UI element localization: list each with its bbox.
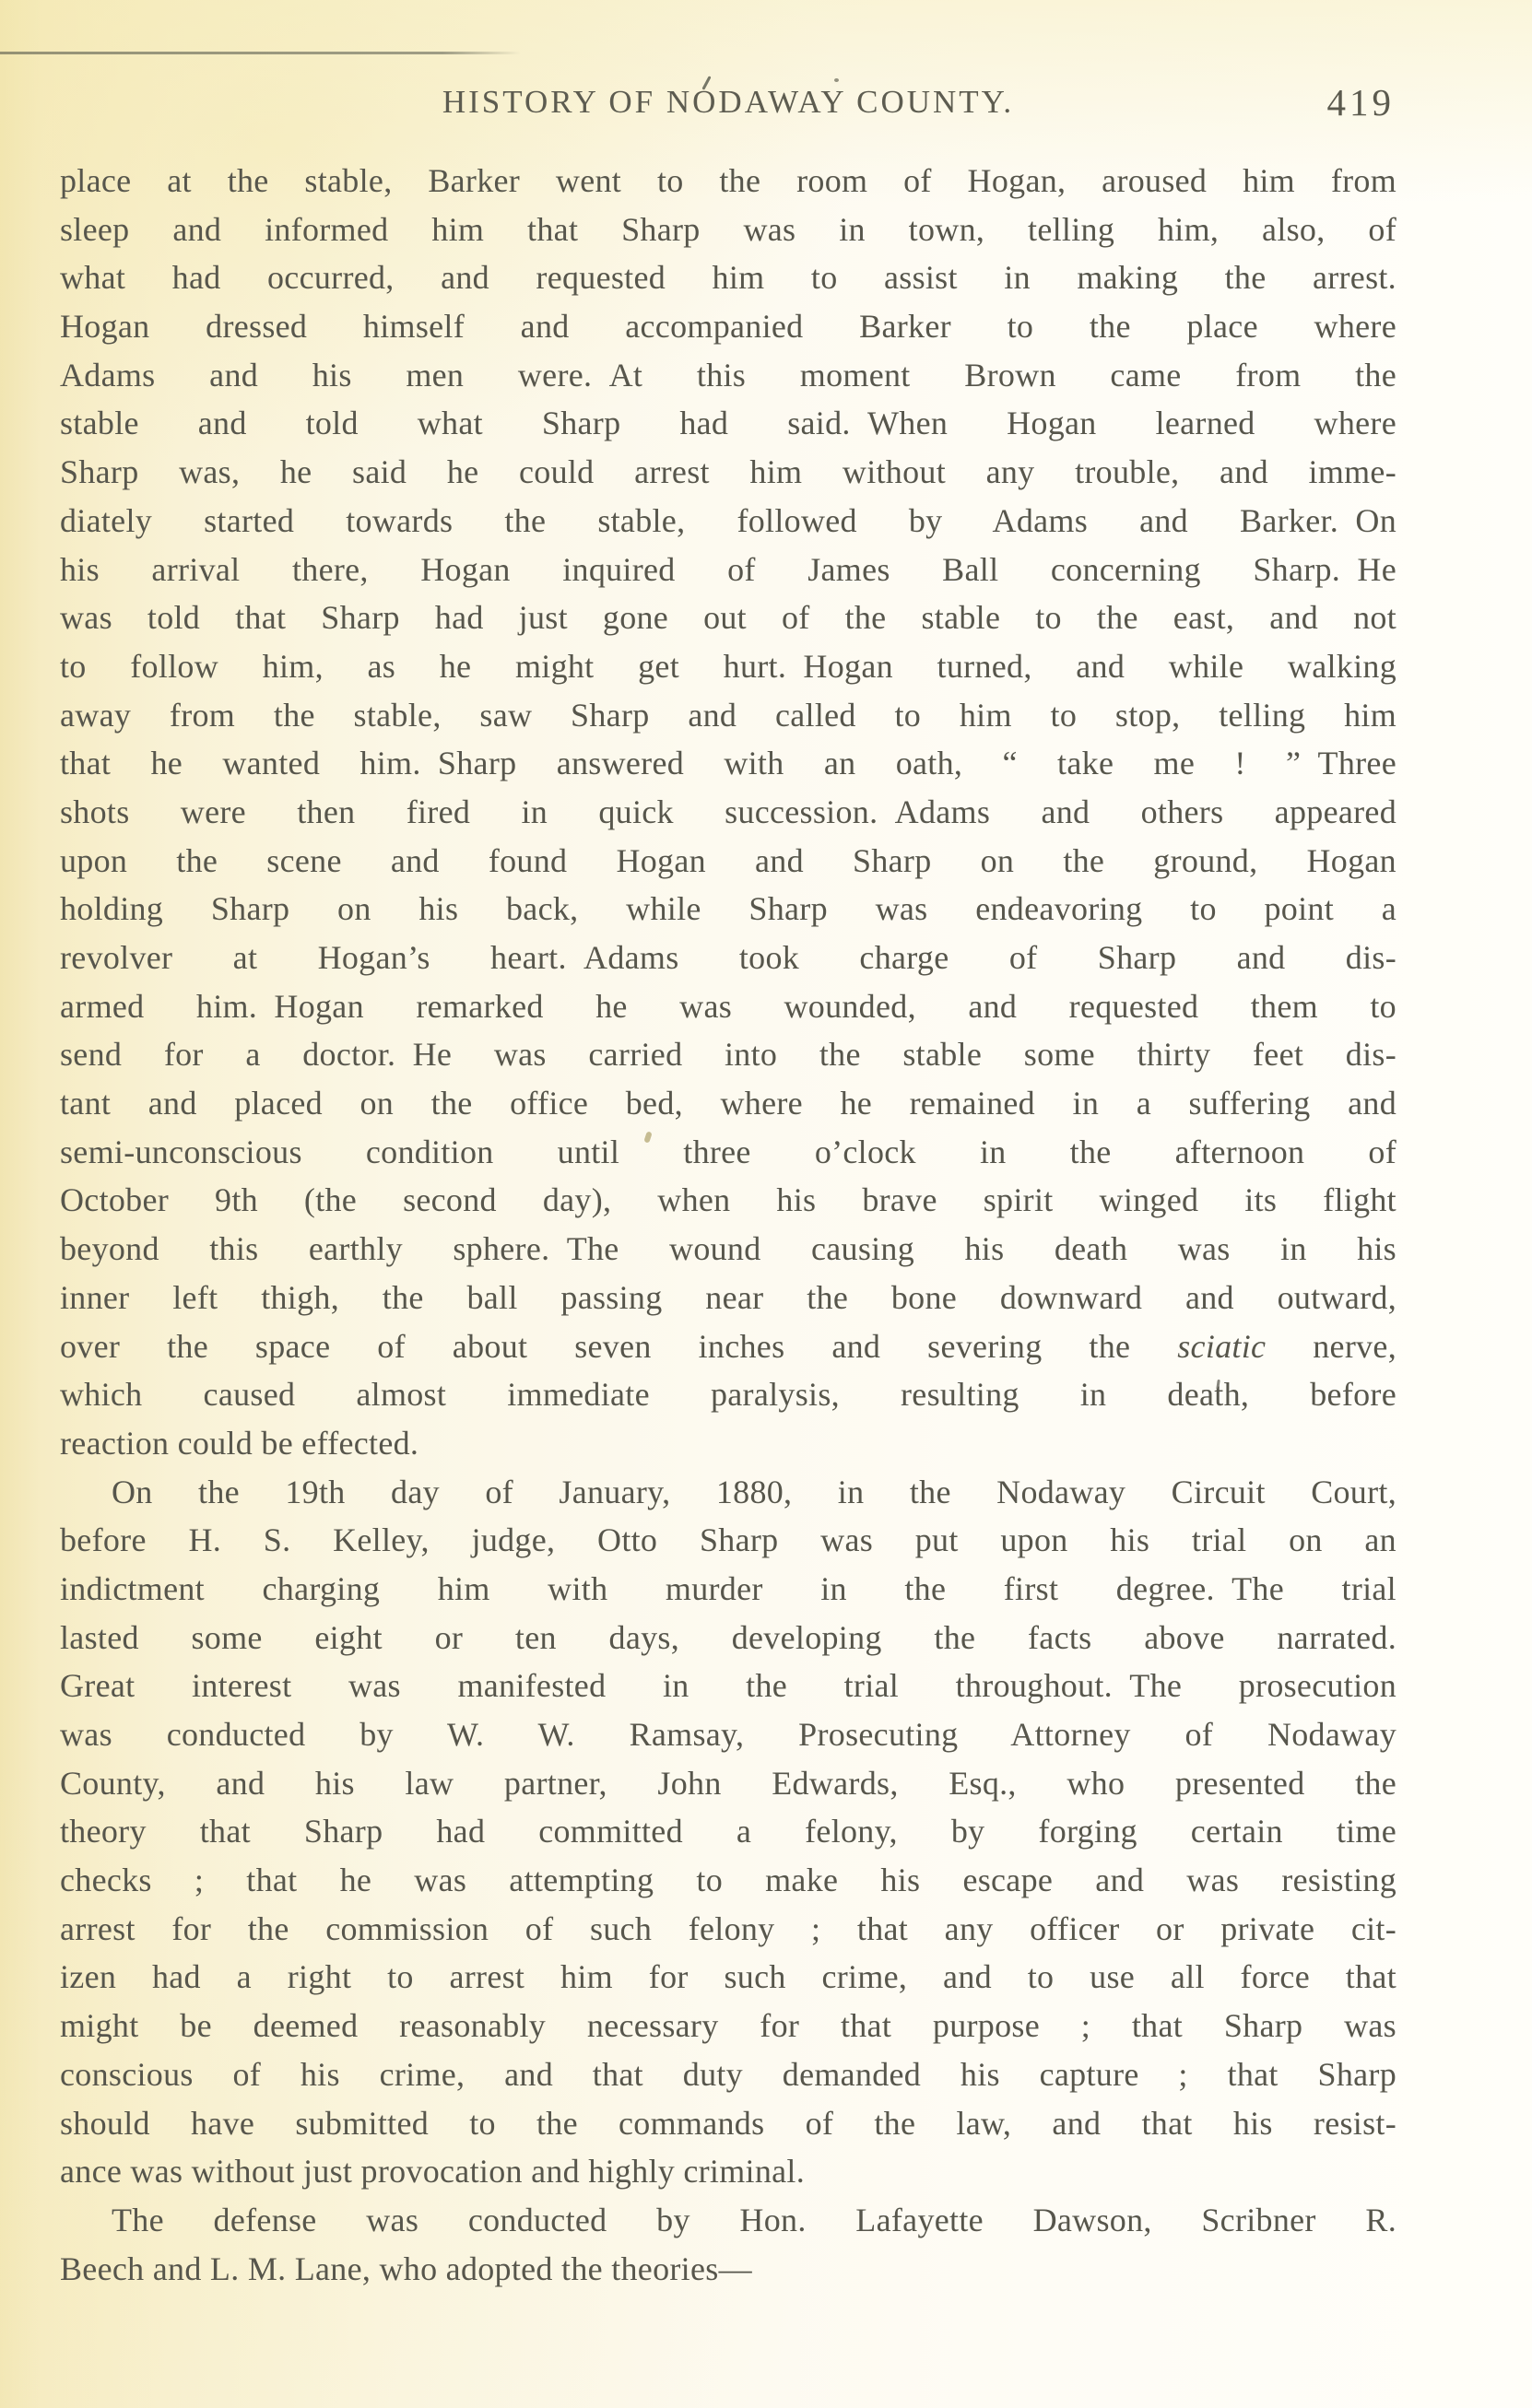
running-header-title: HISTORY OF NODAWAY COUNTY. [442, 84, 1015, 120]
text-line: his arrival there, Hogan inquired of James Ball concerning Sharp. He [60, 550, 1396, 588]
text-line: indictment charging him with murder in the first degree. The trial [60, 1569, 1396, 1607]
text-line: sleep and informed him that Sharp was in town, telling him, also, of [60, 210, 1396, 248]
text-line: before H. S. Kelley, judge, Otto Sharp was put upon his trial on an [60, 1521, 1396, 1559]
text-line: diately started towards the stable, followed by Adams and Barker. On [60, 501, 1396, 539]
text-line: which caused almost immediate paralysis, resulting in death, before [60, 1376, 1396, 1414]
text-line: Great interest was manifested in the trial throughout. The prosecution [60, 1667, 1396, 1705]
text-line: tant and placed on the office bed, where he remained in a suffering and [60, 1085, 1396, 1122]
paragraph [60, 1468, 1396, 2196]
text-line: lasted some eight or ten days, developing the facts above narrated. [60, 1618, 1396, 1656]
text-line: County, and his law partner, John Edwards, Esq., who presented the [60, 1764, 1396, 1802]
text-line: checks ; that he was attempting to make his escape and was resisting [60, 1862, 1396, 1899]
text-line: away from the stable, saw Sharp and called to him to stop, telling him [60, 696, 1396, 734]
italic-word: sciatic [1177, 1327, 1267, 1365]
running-header [60, 82, 1396, 123]
page-number: 419 [1326, 81, 1395, 123]
text-line: Hogan dressed himself and accompanied Barker to the place where [60, 308, 1396, 346]
text-line: conscious of his crime, and that duty demanded his capture ; that Sharp [60, 2055, 1396, 2093]
text-line: reaction could be effected. [60, 1424, 419, 1462]
text-line: that he wanted him. Sharp answered with an oath, “ take me ! ” Three [60, 745, 1396, 782]
text-line: to follow him, as he might get hurt. Hogan turned, and while walking [60, 647, 1396, 685]
text-line: Adams and his men were. At this moment Brown came from the [60, 356, 1396, 394]
paragraph [60, 2196, 1396, 2293]
text-line: should have submitted to the commands of the law, and that his resist- [60, 2104, 1396, 2142]
text-line: theory that Sharp had committed a felony, by forging certain time [60, 1813, 1396, 1850]
text-line: shots were then fired in quick succession. Adams and others appeared [60, 793, 1396, 830]
text-line: holding Sharp on his back, while Sharp was endeavoring to point a [60, 890, 1396, 928]
text-line: Beech and L. M. Lane, who adopted the theories— [60, 2249, 752, 2287]
text-line: arrest for the commission of such felony ; that any officer or private cit- [60, 1909, 1396, 1947]
text-line: over the space of about seven inches and severing the sciatic nerve, [60, 1327, 1396, 1365]
text-line: place at the stable, Barker went to the room of Hogan, aroused him from [60, 162, 1396, 199]
text-line: send for a doctor. He was carried into the stable some thirty feet dis- [60, 1036, 1396, 1074]
text-line: The defense was conducted by Hon. Lafayette Dawson, Scribner R. [112, 2201, 1396, 2238]
text-line: ance was without just provocation and highly criminal. [60, 2153, 806, 2191]
text-line: stable and told what Sharp had said. When Hogan learned where [60, 405, 1396, 442]
text-line: revolver at Hogan’s heart. Adams took charge of Sharp and dis- [60, 939, 1396, 976]
text-line: was told that Sharp had just gone out of the stable to the east, and not [60, 599, 1396, 637]
page-body [60, 157, 1396, 2293]
text-line: was conducted by W. W. Ramsay, Prosecuting Attorney of Nodaway [60, 1716, 1396, 1753]
text-line: inner left thigh, the ball passing near the bone downward and outward, [60, 1278, 1396, 1316]
text-line: upon the scene and found Hogan and Sharp on the ground, Hogan [60, 841, 1396, 879]
text-line: beyond this earthly sphere. The wound causing his death was in his [60, 1230, 1396, 1268]
text-line: October 9th (the second day), when his brave spirit winged its flight [60, 1181, 1396, 1219]
text-line: Sharp was, he said he could arrest him without any trouble, and imme- [60, 453, 1396, 491]
text-line: what had occurred, and requested him to assist in making the arrest. [60, 259, 1396, 297]
text-line: armed him. Hogan remarked he was wounded, and requested them to [60, 987, 1396, 1025]
text-line: might be deemed reasonably necessary for that purpose ; that Sharp was [60, 2007, 1396, 2045]
paragraph [60, 157, 1396, 1468]
text-line: izen had a right to arrest him for such crime, and to use all force that [60, 1958, 1396, 1996]
scan-artifact-top-line [0, 52, 525, 54]
text-line: On the 19th day of January, 1880, in the Nodaway Circuit Court, [112, 1473, 1396, 1510]
text-line: semi-unconscious condition until three o’clock in the afternoon of [60, 1133, 1396, 1170]
